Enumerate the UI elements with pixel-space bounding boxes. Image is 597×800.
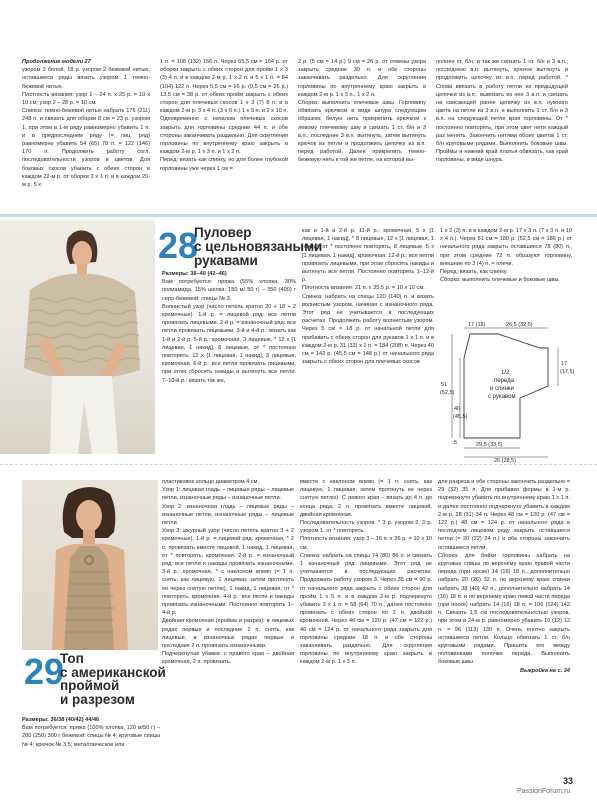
text-column-28-1 [162,270,296,458]
title-line: проймой [60,678,120,693]
paragraph: для разреза и обе стороны закончить раздельно = 29 (32) 35 п. Для прибавки формы в 1-м р. подчеркнуто убавить по внутреннему краю 1 х 1 п. и далее постоянно подчеркнуто убавить в каждом 2-м р. 28 (31) 34 п. Через 48 см = 120 р. (47 см = 122 р.) 48 см = 124 р. от начального ряда в последнем лицевом ряду закрыть оставшиеся петли (= 20 (22) 24 п.) и обе стороны закончить оставшиеся петли. [438,479,570,551]
text-column-29-3 [300,478,432,774]
paragraph: узором 2 белой, 18 р. узором 2 бежевой нитью, оставшиеся ряды вязать узором 1 темно-бежевой нитью. [22,67,150,90]
paragraph: Плотность вязания: узор 3 – 16 п. х 26 р. = 10 х 10 см. [300,536,432,551]
dim-label: 40 [454,406,461,412]
site-watermark: PassionForum.ru [517,788,571,795]
paragraph: Сборка: выполнить плечевые швы. Горловину обвязать крючком в виде шнура следующим образом: белую нить прикрепить крючком к левому плечевому шву и связать 1 ст. б/н и 3 в.п.; последние 3 в.п. вытянуть, затем вытянуть крючок из петли и продолжить цепочку из в.п. перед работой. Далее прикрепить темно-бежевую нить к той же петле, на которой вы- [298,100,426,164]
paragraph: Сборка: выполнить плечевые и боковые швы. [440,277,560,284]
paragraph: Продолжение модели 27 [22,59,91,65]
text-column-29-4 [438,478,570,774]
page-number: 33 [563,776,574,786]
title-line: рукавами [194,253,258,268]
model-title-29 [60,652,166,706]
dim-label: 26 (28,5) [494,458,517,463]
paragraph: Плотность вязания: 21 п. х 35,5 р. = 10 х 10 см. [302,285,425,292]
title-line: Топ [60,651,84,666]
text-column-27-4 [436,58,568,208]
paragraph: пластиковое кольцо диаметром 4 см. [162,479,259,485]
paragraph: 2 р. (5 см = 14 р.) 9 см = 26 р. от отмены узора закрыть средние 30 п. и обе стороны заканчивать раздельно. Для скругления горловины по внутреннему краю закрыть в каждом 2-м р. 1 х 3 п., 1 х 2 п. [298,59,426,98]
diagram-caption: с рукавом [488,394,516,400]
dim-label: 17 [561,361,568,367]
dim-label: (52,5) [440,390,455,396]
paragraph: Размеры: 36/38 (40/42) 44/46 [22,717,100,723]
paragraph: Спинка: набрать на спицы 74 (80) 86 п. и связать 1 изнаночный ряд лицевыми. Этот ряд не учитывается в последующих расчетах. Продолжить работу узором 3. Через 35 см = 90 р. от начального ряда закрыть с обеих сторон для пройм 1 х 5 п. и в каждом 2-м р. подчеркнуто убавить 3 х 1 п. = 58 (64) 70 п., далее постоянно провязать с обеих сторон по 2 п. двойной кромочной. Через 46 см = 120 р. (47 см = 122 р.) 46 см = 124 р. от начального ряда закрыть для горловины средние 18 п. и обе стороны заканчивать раздельно. Для скругления горловины по внутреннему краю закрыть в каждом 2-м р. 1 х 3 п. [300,552,432,666]
dim-label: (17,5) [560,369,575,375]
model-29-illustration [22,480,158,650]
text-column-27-2 [160,58,288,208]
paragraph: Выкройка на с. 34 [520,667,570,674]
paragraph: Сборка: для бейки горловины набрать на круговые спицы по верхнему краю правой части переда (при носке) 14 (16) 18 п., дополнительно набрать 20 (26) 32 п. по верхнему краю спинки набрать 38 (40) 42 п., дополнительно набрать 14 (16) 18 п. и по верхнему краю левой части переда (при носке) набрать 14 (16) 18 п. = 106 (124) 142 п. Связать 1,5 см последовательностью узоров, при этом в 24-м р. равномерно убавить 10 (12) 12 п. = 96 (113) 130 п. Очень плотно закрыть оставшиеся петли. Кольцо обвязать 1 ст. б/н круговыми рядами. Пришить его между половинками полочки переда. Выполнить боковые швы. [438,552,570,666]
text-column-27-1 [22,58,150,208]
paragraph: Перед: вязать как спинку, но для более глубокой горловины уже через 1 см = [160,157,288,172]
paragraph: Спинка: набрать на спицы 120 (140) п. и вязать волнистым узором, начиная с изнаночного ряда. Этот ряд не учитывается в последующих расчетах. Продолжить работу волнистым узором. Через 5 см = 18 р. от начальной петли для прибавить с обеих сторон для рукавов 1 х 1 п. и в каждом 2-м р. 31 (33) х 1 п. = 184 (208) п. Через 40 см = 142 р. (45,5 см = 148 р.) от начального ряда закрыть с обеих сторон для плечевых скосов [302,293,434,366]
section-divider-top [0,214,597,217]
title-line: Пуловер [194,225,252,240]
paragraph: Последовательность узоров: * 3 р. узором 2, 3 р. узором 1, от * повторять. [300,520,432,535]
paragraph: Узор 1: лицевая гладь – лицевые ряды – лицевые петли, изнаночные ряды – изнаночные петли. [162,487,294,502]
text-column-29-2 [162,478,294,774]
diagram-caption: и спинки [490,386,514,392]
dim-label: 5 [454,440,458,446]
dim-label: 29,5 (33,5) [476,442,503,448]
paragraph: как и 1-й и 2-й р. 11-й р.: кромочная, 5 х [1 лицевая, 1 накид], * 8 лицевые, 12 х [1 лицевая, 1 накид], от * постоянно повторять, 8 лицевые, 5 х [1 лицевая, 1 накид], кромочная. 12-й р.: все петли провязать лицевыми, при этом сбросить накиды и вытянуть все петли. Постоянно повторять 1–12-й р. [302,228,434,284]
dim-label: (45,5) [453,414,468,420]
dim-label: 51 [441,382,448,388]
text-column-27-3 [298,58,426,208]
model-29-photo [22,480,158,650]
paragraph: полнен ст. б/н, и так же связать 1 ст. б/н и 3 в.п.; последнюю в.п. вытянуть, крючок вытянуть и продолжить цепочку из в.п. перед работой. * Снова ввязать в работу петли из предыдущей цепочки из в.п., вывязать из нее 3 в.п. и связать на свисающей ранее цепочку из в.п. нужного цвета на петле из 3 в.п. и выполнить 1 ст. б/н и 3 в.п. на следующей петле края горловины. От * постоянно повторять, при этом цвет нити каждый раз менять. Закончить нитями обоих цветов 1 ст. б/н круговыми рядами. Выполнить боковые швы. Проймы и нижний край платья обвязать, как край горловины, в виде шнура. [436,59,568,164]
paragraph: Узор 2: изнаночная гладь – лицевые ряды – изнаночные петли, изнаночные ряды – лицевые петли. [162,503,294,527]
paragraph: вместе с наклоном влево (= 1 п. снять, как лицевую, 1 лицевая, затем протянуть ее через снятую петлю). С левого края – вязать до 4 п. до конца ряда, 2 п. провязать вместе лицевой, двойная кромочная. [300,479,432,518]
paragraph: 1 х 2 (3) п. и в каждом 2-м р. 17 х 3 п. (7 х 3 п. и 10 х 4 п.). Через 51 см = 180 р. (52,5 см = 186 р.) от начального ряда закрыть оставшиеся 78 (80) п., при этом средние 72 п. образуют горловину, внешние по 3 (4) п. = плечи. [440,228,572,267]
title-line: с цельновязаными [194,239,323,254]
dim-label: 26,5 (32,5) [506,322,533,328]
paragraph: Размеры: 36–40 (42–46) [162,271,227,277]
paragraph: Перед: вязать, как спинку. [440,269,508,276]
text-column-28-3 [440,227,572,307]
diagram-caption: переда [494,378,514,384]
paragraph: Подчеркнутые убавки: с правого края – двойная кромочная, 2 п. провязать [162,651,294,666]
paragraph: Вам потребуется: пряжа (100% хлопка; 120 м/50 г) – 200 (250) 300 г бежевой; спицы № 4; круговые спицы № 4; крючок № 3,5; металлическое или [22,725,160,748]
paragraph: Плотность вязания: узор 1 – 24 п. х 25 р. = 10 х 10 см; узор 2 – 28 р. = 10 см. [22,91,150,107]
paragraph: Волнистый узор (число петель кратно 20 + 18 + 2 кромочные). 1-й р. = лицевой ряд: все петли провязать лицевыми. 2-й р. = изнаночный ряд: все петли провязать лицевыми. 3-й и 4-й р.: вязать как 1-й и 2-й р. 5-й р.: кромочная, 3 лицевые, * 12 х [1 лицевая, 1 накид], 8 лицевые, от * постоянно повторять, 12 х [1 лицевая, 1 накид], 3 лицевые, кромочная. 6-й р.: все петли провязать лицевыми, при этом сбросить накиды и вытянуть все петли. 7–10-й р.: вязать так же, [162,303,296,384]
dim-label: 17 (18) [468,322,486,328]
paragraph: Вам потребуется: пряжа (55% хлопка, 30% полиамида, 15% шелка; 150 м/ 50 г) – 350 (400) г серо-бежевой; спицы № 3. [162,279,296,302]
paragraph: Двойная кромочная (пройма и разрез): в лицевых рядах первые и последние 2 п. снять, как лицевые, в изнаночных рядах первые и последние 2 п. провязать изнаночными. [162,618,294,650]
pattern-schematic [440,318,580,463]
paragraph: Узор 3: ажурный узор (число петель кратно 3 + 2 кромочные). 1-й р. = лицевой ряд: кромочная, * 2 п. провязать вместе лицевой, 1 накид, 1 лицевая, от * повторять, кромочная. 2-й р. = изнаночный ряд: все петли и накиды провязать изнаночными. 3-й р.: кромочная, * с наклоном влево (= 1 п. снять, как лицевую, 1 лицевая, затем протянуть ее через снятую петлю), 1 накид, 1 лицевая, от * повторять, кромочная. 4-й р.: все петли и накиды провязать изнаночными. Постоянно повторять 1–4-й р. [162,528,294,617]
title-line: и разрезом [60,691,135,707]
text-column-29-1 [22,716,160,776]
model-number-28: 28 [158,225,199,266]
model-number-29: 29 [24,651,65,692]
paragraph: Спинка: темно-бежевой нитью набрать 176 (211) 248 п. и связать для оборки 8 см = 23 р. узором 1, при этом в 1-м ряду равномерно убавить 1 п. и в предпоследнем ряду (= лиц. ряд) равномерно убавить 54 (65) 78 п. = 122 (146) 170 п. Продолжить работу согл. последовательности узоров и цветов. Для боковых скосов убавить с обеих сторон в каждом 22-м р. от оборки 2 х 1 п. и в каждом 20-м р. 5 х [22,108,150,189]
paragraph: 1 п. = 108 (132) 156 п. Через 65,5 см = 164 р. от оборки закрыть с обеих сторон для пройм 1 х 3 (3) 4 п. и в каждом 2-м р. 1 х 2 п. и 5 х 1 п. = 84 (104) 122 п. Через 5,5 см = 16 р. (9,5 см = 26 р.) 13,5 см = 38 р. от обеих пройм закрыть с обеих сторон для плечевых скосов 1 х 3 (7) 8 п. и в каждом 2-м р. 3 х 4 п. (3 х 6 п.) 1 х 9 п. и 2 х 10 п. Одновременно с началом плечевых скосов закрыть для горловины средние 44 п. и обе стороны заканчивать раздельно. Для скругления горловины по внутреннему краю закрыть в каждом 2-м р. 1 х 3 п. и 1 х 2 п. [160,59,288,156]
model-28-photo [0,220,155,454]
diagram-caption: 1/2 [501,370,510,376]
section-divider-mid [0,464,597,465]
text-column-28-2 [302,227,434,459]
title-line: с американской [60,664,166,680]
model-28-illustration [0,220,155,454]
